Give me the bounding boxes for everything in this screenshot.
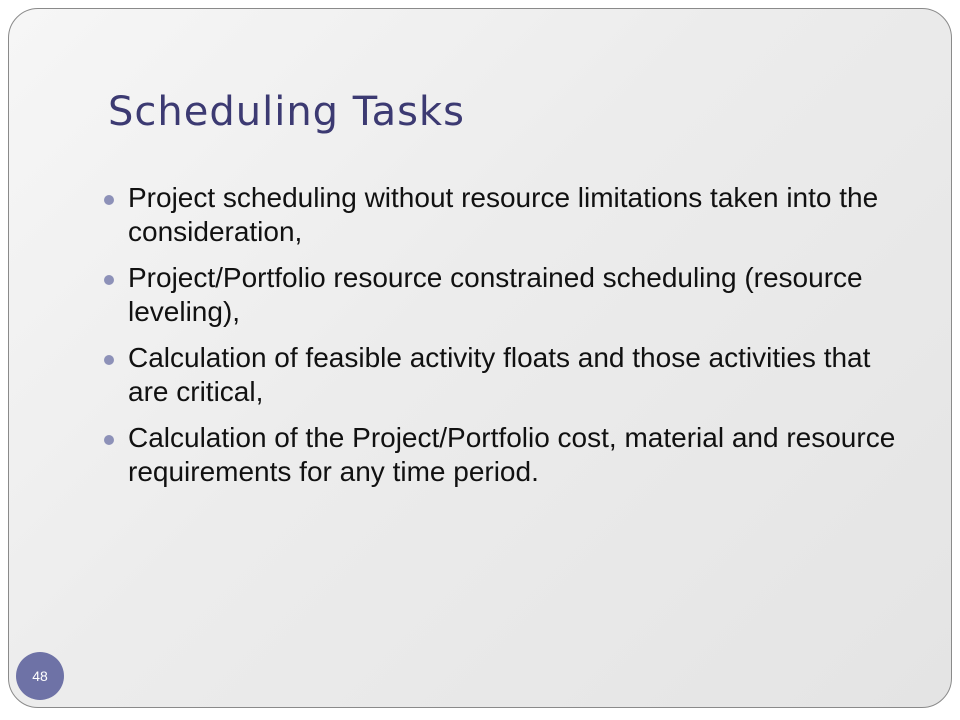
bullet-text: Project scheduling without resource limitations taken into the consideration, [128, 182, 879, 247]
bullet-dot-icon [104, 195, 114, 205]
bullet-text: Project/Portfolio resource constrained scheduling (resource leveling), [128, 262, 863, 327]
bullet-dot-icon [104, 275, 114, 285]
bullet-text: Calculation of the Project/Portfolio cost, material and resource requirements for any time period. [128, 422, 896, 487]
page-number-badge: 48 [16, 652, 64, 700]
bullet-item [104, 341, 904, 409]
bullet-dot-icon [104, 355, 114, 365]
bullet-item [104, 261, 904, 329]
bullet-item [104, 181, 904, 249]
bullet-text: Calculation of feasible activity floats and those activities that are critical, [128, 342, 871, 407]
bullet-list [104, 181, 904, 501]
bullet-dot-icon [104, 435, 114, 445]
bullet-item [104, 421, 904, 489]
slide-title: Scheduling Tasks [108, 89, 465, 135]
